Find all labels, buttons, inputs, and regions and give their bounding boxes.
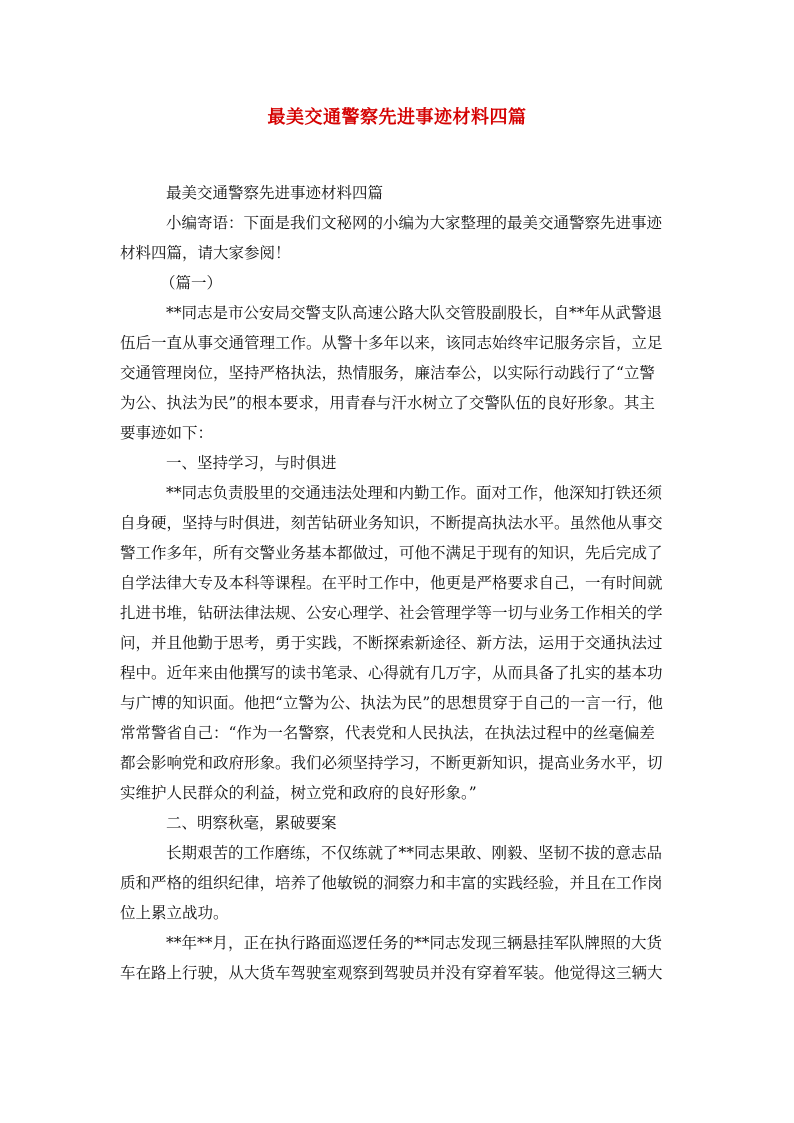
text-line: 扎进书堆，钻研法律法规、公安心理学、社会管理学等一切与业务工作相关的学 bbox=[120, 604, 663, 622]
document-title: 最美交通警察先进事迹材料四篇 bbox=[267, 107, 527, 128]
text-line: 警工作多年，所有交警业务基本都做过，可他不满足于现有的知识，先后完成了 bbox=[120, 544, 663, 562]
text-line: 二、明察秋毫，累破要案 bbox=[166, 814, 337, 832]
text-line: 小编寄语：下面是我们文秘网的小编为大家整理的最美交通警察先进事迹 bbox=[166, 214, 663, 232]
text-line: 都会影响党和政府形象。我们必须坚持学习，不断更新知识，提高业务水平，切 bbox=[120, 754, 663, 772]
text-line: 材料四篇，请大家参阅！ bbox=[120, 244, 291, 262]
text-line: （篇一） bbox=[160, 274, 223, 292]
text-line: 自身硬，坚持与时俱进，刻苦钻研业务知识，不断提高执法水平。虽然他从事交 bbox=[120, 514, 663, 532]
text-line: 为公、执法为民”的根本要求，用青春与汗水树立了交警队伍的良好形象。其主 bbox=[120, 394, 655, 412]
text-line: 质和严格的组织纪律，培养了他敏锐的洞察力和丰富的实践经验，并且在工作岗 bbox=[120, 874, 663, 892]
document-body bbox=[120, 178, 682, 988]
text-line: 常常警省自己：“作为一名警察，代表党和人民执法，在执法过程中的丝毫偏差 bbox=[120, 724, 655, 742]
text-line: **同志负责股里的交通违法处理和内勤工作。面对工作，他深知打铁还须 bbox=[166, 484, 663, 502]
text-line: 程中。近年来由他撰写的读书笔录、心得就有几万字，从而具备了扎实的基本功 bbox=[120, 664, 663, 682]
text-line: **年**月，正在执行路面巡逻任务的**同志发现三辆悬挂军队牌照的大货 bbox=[166, 934, 663, 952]
text-line: 最美交通警察先进事迹材料四篇 bbox=[166, 184, 384, 202]
text-line: 问，并且他勤于思考，勇于实践，不断探索新途径、新方法，运用于交通执法过 bbox=[120, 634, 663, 652]
text-line: 长期艰苦的工作磨练，不仅练就了**同志果敢、刚毅、坚韧不拔的意志品 bbox=[166, 844, 663, 862]
text-line: 伍后一直从事交通管理工作。从警十多年以来，该同志始终牢记服务宗旨，立足 bbox=[120, 334, 663, 352]
text-line: 交通管理岗位，坚持严格执法，热情服务，廉洁奉公，以实际行动践行了“立警 bbox=[120, 364, 655, 382]
text-line: 车在路上行驶，从大货车驾驶室观察到驾驶员并没有穿着军装。他觉得这三辆大 bbox=[120, 964, 663, 982]
text-line: **同志是市公安局交警支队高速公路大队交管股副股长，自**年从武警退 bbox=[166, 304, 663, 322]
text-line: 实维护人民群众的利益，树立党和政府的良好形象。” bbox=[120, 784, 477, 802]
text-line: 与广博的知识面。他把“立警为公、执法为民”的思想贯穿于自己的一言一行，他 bbox=[120, 694, 663, 712]
text-line: 自学法律大专及本科等课程。在平时工作中，他更是严格要求自己，一有时间就 bbox=[120, 574, 663, 592]
text-line: 位上累立战功。 bbox=[120, 904, 229, 922]
text-line: 一、坚持学习，与时俱进 bbox=[166, 454, 337, 472]
text-line: 要事迹如下： bbox=[120, 424, 214, 442]
